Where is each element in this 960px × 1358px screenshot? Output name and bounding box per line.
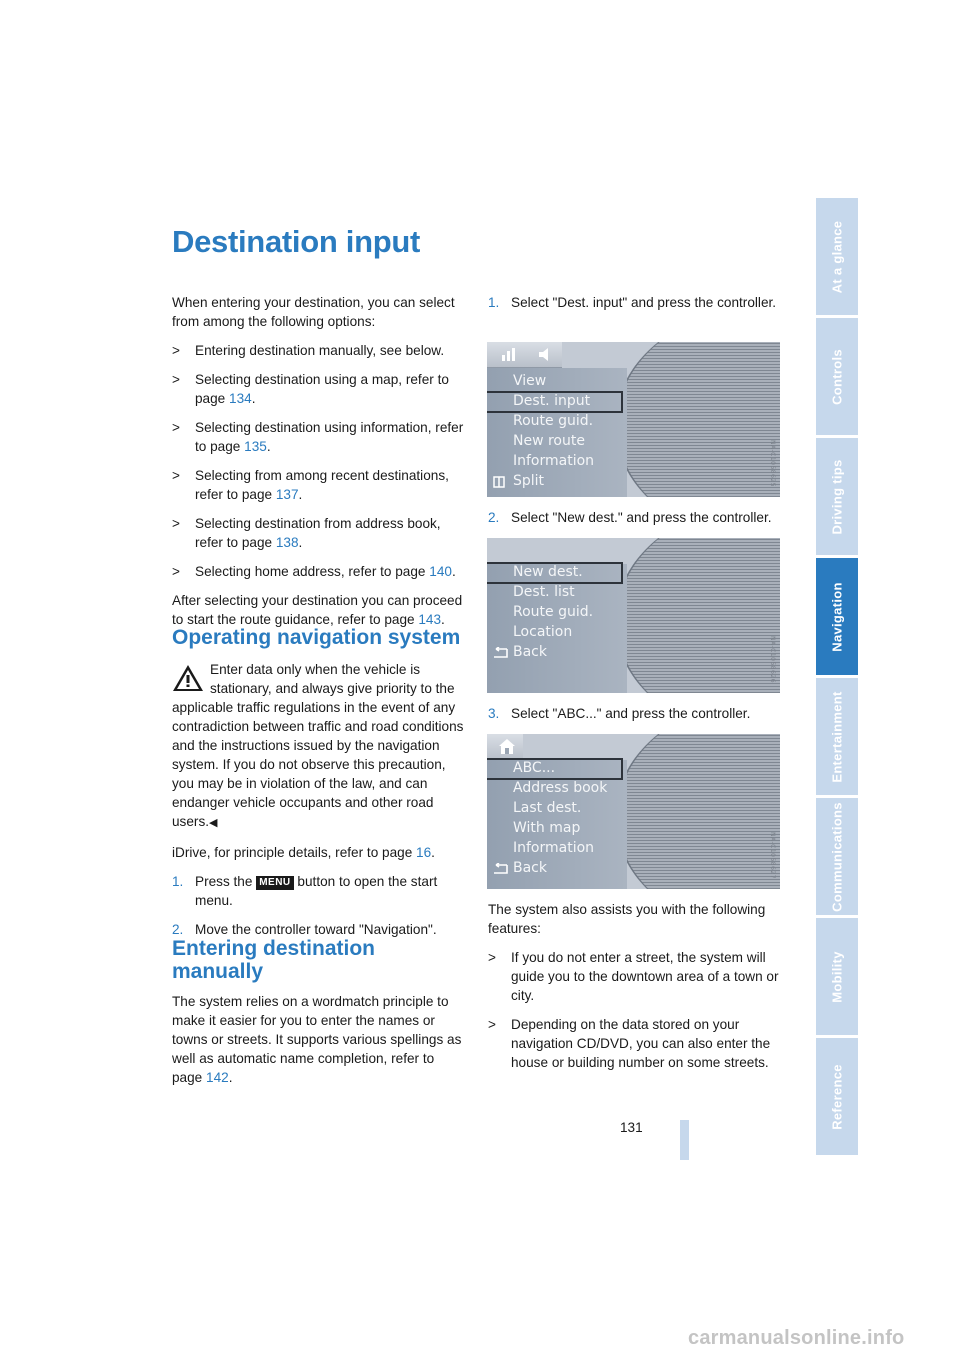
options-list (172, 341, 464, 581)
speaker-tab-icon[interactable] (535, 345, 555, 364)
step-number: 2. (172, 922, 184, 937)
right-step-3: 3. Select "ABC..." and press the controller. (488, 706, 751, 721)
back-arrow-icon (491, 863, 509, 875)
page-link[interactable]: 138 (275, 535, 299, 550)
option-item: > Selecting destination using a map, refer to page 134. (172, 372, 449, 406)
step-number: 2. (488, 510, 500, 525)
screen-top-bar (487, 342, 562, 368)
chapter-tab-label: Driving tips (829, 458, 845, 535)
warning-triangle-icon (172, 664, 204, 692)
idrive-menu-item[interactable]: With map (513, 820, 581, 836)
right-step-1: 1. Select "Dest. input" and press the controller. (488, 295, 777, 310)
signal-tab-icon[interactable] (499, 345, 519, 364)
page-link[interactable]: 137 (275, 487, 299, 502)
page-link[interactable]: 134 (229, 391, 252, 406)
feature-item: > If you do not enter a street, the system will guide you to the downtown area of a town or city. (488, 950, 779, 1003)
image-code: NA-C1058626 (769, 635, 776, 683)
end-mark-icon: ◀ (209, 817, 218, 829)
features-section (488, 900, 783, 1082)
step-2: 2. Move the controller toward "Navigation". (172, 922, 437, 937)
page-link[interactable]: 142 (206, 1070, 229, 1085)
idrive-paragraph: iDrive, for principle details, refer to page 16. (172, 845, 435, 860)
chapter-tab-label: Controls (829, 348, 845, 405)
idrive-menu-item[interactable]: Route guid. (513, 604, 594, 620)
page-link[interactable]: 16 (416, 845, 432, 860)
step-number: 1. (172, 874, 184, 889)
back-arrow-icon (491, 647, 509, 659)
step-number: 1. (488, 295, 500, 310)
screen-top-bar (487, 734, 523, 760)
idrive-screen-dest-input (487, 538, 780, 693)
idrive-menu-item[interactable]: ABC... (513, 760, 556, 776)
idrive-menu-item[interactable]: Information (513, 453, 595, 469)
chapter-tab-label: Navigation (829, 581, 845, 652)
menu-button-icon: MENU (256, 876, 293, 890)
chapter-tab-controls[interactable] (816, 318, 858, 435)
option-item: > Selecting destination from address book, refer to page 138. (172, 516, 441, 550)
idrive-screen-main-menu (487, 342, 780, 497)
idrive-menu-item[interactable]: Route guid. (513, 413, 594, 429)
page-number: 131 (620, 1120, 643, 1135)
chapter-tab-at-a-glance[interactable] (816, 198, 858, 315)
idrive-menu-item[interactable]: Dest. list (513, 584, 575, 600)
chapter-tabs (816, 198, 858, 1158)
idrive-menu-item[interactable]: Back (513, 860, 547, 876)
chapter-tab-driving-tips[interactable] (816, 438, 858, 555)
chapter-tab-label: Mobility (829, 950, 845, 1003)
option-item: > Selecting from among recent destinations, refer to page 137. (172, 468, 449, 502)
features-intro: The system also assists you with the following features: (488, 902, 766, 936)
idrive-menu-item[interactable]: Back (513, 644, 547, 660)
image-code: NA-C1058625 (769, 439, 776, 487)
option-item: > Entering destination manually, see below. (172, 343, 445, 358)
after-select-paragraph: After selecting your destination you can proceed to start the route guidance, refer to page 143. (172, 593, 463, 627)
idrive-menu-item[interactable]: View (513, 373, 547, 389)
option-item: > Selecting destination using information, refer to page 135. (172, 420, 464, 454)
chapter-tab-entertainment[interactable] (816, 678, 858, 795)
navigation-tab-icon[interactable] (497, 737, 517, 756)
page-link[interactable]: 140 (429, 564, 452, 579)
idrive-menu-item[interactable]: Address book (513, 780, 608, 796)
section-heading-operating: Operating navigation system (172, 626, 461, 649)
warning-block (172, 660, 464, 833)
section-heading-manual: Entering destination manually (172, 937, 376, 983)
chapter-tab-reference[interactable] (816, 1038, 858, 1155)
watermark-text: carmanualsonline.info (688, 1327, 905, 1349)
idrive-menu-item[interactable]: Split (513, 473, 545, 489)
image-code: NA-C1058627 (769, 831, 776, 879)
idrive-menu-item[interactable]: New route (513, 433, 585, 449)
idrive-menu-item[interactable]: Dest. input (513, 393, 591, 409)
idrive-menu-item[interactable]: Location (513, 624, 573, 640)
idrive-screen-new-dest (487, 734, 780, 889)
right-step-2: 2. Select "New dest." and press the controller. (488, 510, 772, 525)
split-icon (491, 476, 509, 488)
screen-disc-graphic (615, 538, 780, 693)
step-number: 3. (488, 706, 500, 721)
idrive-menu-item[interactable]: New dest. (513, 564, 583, 580)
screen-disc-graphic (615, 734, 780, 889)
page-title: Destination input (172, 224, 421, 259)
chapter-tab-label: Entertainment (829, 690, 845, 783)
page-link[interactable]: 135 (244, 439, 267, 454)
screen-disc-graphic (615, 342, 780, 497)
idrive-menu-item[interactable]: Last dest. (513, 800, 582, 816)
chapter-tab-label: Communications (829, 801, 845, 912)
manual-section (172, 992, 464, 1097)
feature-item: > Depending on the data stored on your navigation CD/DVD, you can also enter the house or building number on some streets. (488, 1017, 771, 1070)
operating-section (172, 660, 464, 949)
idrive-menu-item[interactable]: Information (513, 840, 595, 856)
page-link[interactable]: 143 (418, 612, 442, 627)
manual-paragraph: The system relies on a wordmatch principle to make it easier for you to enter the names or towns or streets. It supports various spellings as well as automatic name completion, refer to page 142. (172, 994, 462, 1085)
intro-paragraph: When entering your destination, you can select from among the following options: (172, 295, 455, 329)
option-item: > Selecting home address, refer to page 140. (172, 564, 456, 579)
chapter-tab-communications[interactable] (816, 798, 858, 915)
step-1: 1. Press the MENU button to open the start menu. (172, 874, 438, 908)
chapter-tab-label: Reference (829, 1063, 845, 1130)
chapter-tab-navigation[interactable] (816, 558, 858, 675)
page-number-bar (680, 1120, 689, 1160)
warning-text: Enter data only when the vehicle is stationary, and always give priority to the applicable traffic regulations in the event of any contradiction between traffic and road conditions and the instructions issued by the navigation system. If you do not observe this precaution, you may be in violation of the law, and can endanger vehicle occupants and other road users. (172, 662, 464, 829)
chapter-tab-label: At a glance (829, 220, 845, 293)
chapter-tab-mobility[interactable] (816, 918, 858, 1035)
left-column (172, 293, 464, 639)
